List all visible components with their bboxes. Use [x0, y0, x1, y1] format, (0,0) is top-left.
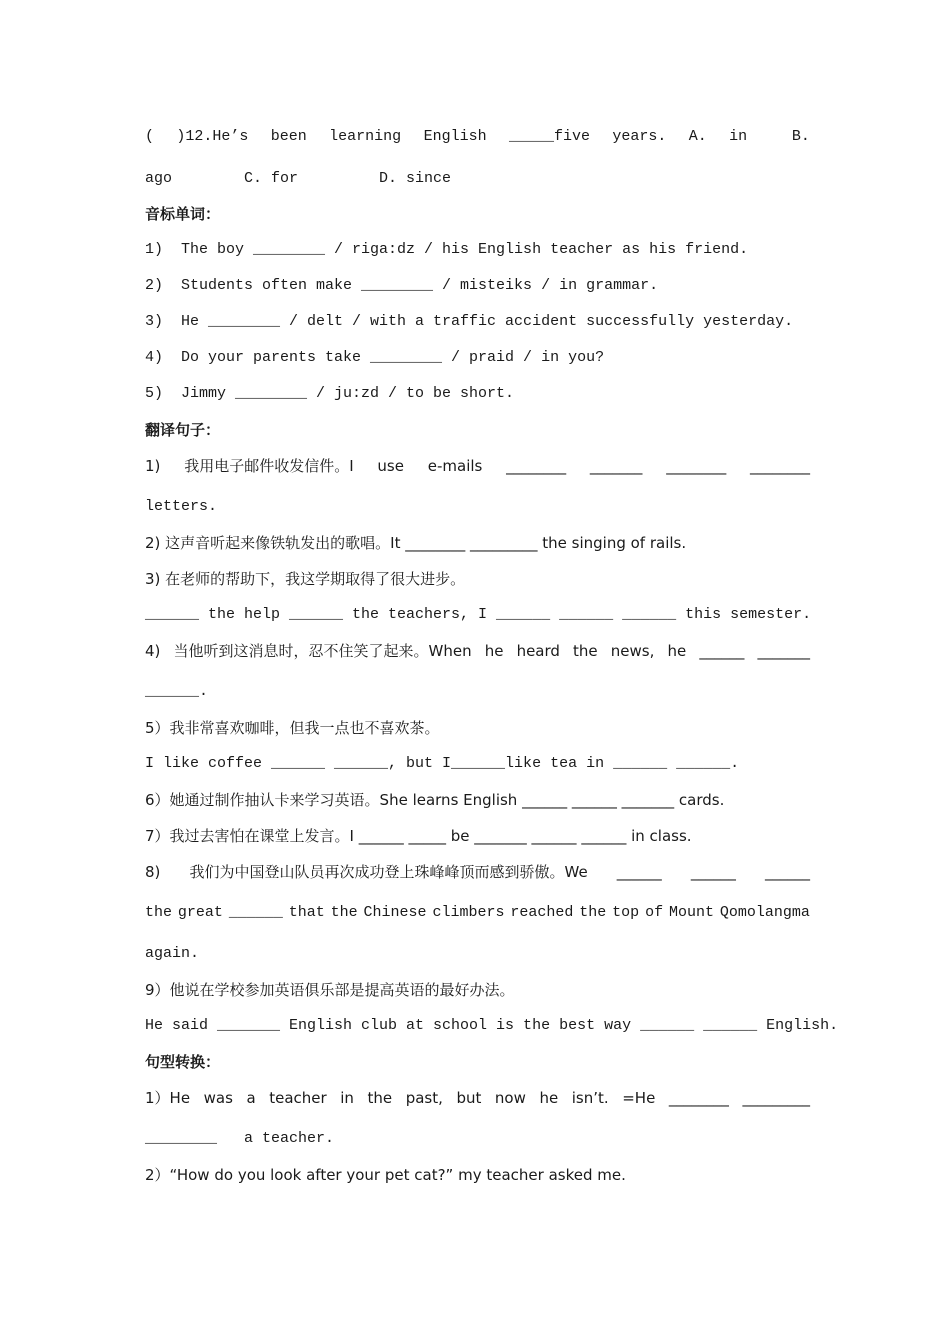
- word: Mount: [668, 904, 714, 921]
- word: he: [539, 1089, 559, 1107]
- word: past,: [405, 1089, 443, 1107]
- phonetic-item-3: 3) He ________ / delt / with a traffic accident successfully yesterday.: [145, 313, 794, 330]
- word: ______: [764, 863, 810, 881]
- word: 我用电子邮件收发信件。I: [184, 457, 354, 475]
- phonetic-item-5: 5) Jimmy ________ / ju:zd / to be short.: [145, 385, 515, 402]
- word: A.: [688, 128, 707, 145]
- word: 4): [145, 642, 161, 660]
- transform-item-1-line1: [145, 1088, 810, 1108]
- word: 我们为中国登山队员再次成功登上珠峰峰顶而感到骄傲。We: [189, 863, 588, 881]
- word: learning: [329, 128, 402, 145]
- translate-item-4-line2: ______.: [145, 683, 209, 700]
- word: climbers: [432, 904, 505, 921]
- word: ______: [228, 904, 283, 921]
- word: 8): [145, 863, 161, 881]
- word: ________: [749, 457, 810, 475]
- transform-item-2: 2）“How do you look after your pet cat?” my teacher asked me.: [145, 1166, 626, 1184]
- word: was: [203, 1089, 233, 1107]
- word: of: [645, 904, 664, 921]
- word: in: [340, 1089, 354, 1107]
- word: use: [377, 457, 404, 475]
- word: years.: [612, 128, 667, 145]
- word: _______: [757, 642, 810, 660]
- word: the: [145, 904, 173, 921]
- translate-item-7: 7）我过去害怕在课堂上发言。I ______ _____ be _______ ______ ______ in class.: [145, 827, 692, 845]
- translate-item-9-english: He said _______ English club at school is the best way ______ ______ English.: [145, 1017, 839, 1034]
- word: now: [494, 1089, 526, 1107]
- translate-item-1-line2: letters.: [145, 498, 218, 515]
- word: Qomolangma: [719, 904, 810, 921]
- word: _______: [589, 457, 643, 475]
- translate-item-2: 2) 这声音听起来像铁轨发出的歌唱。It ________ _________ the singing of rails.: [145, 534, 687, 552]
- translate-item-5-english: I like coffee ______ ______, but I______like tea in ______ ______.: [145, 755, 740, 772]
- translate-item-3-english: ______ the help ______ the teachers, I ______ ______ ______ this semester.: [145, 606, 812, 623]
- section-title-phonetic: 音标单词：: [145, 205, 221, 223]
- word: great: [177, 904, 223, 921]
- question-12-options: ago C. for D. since: [145, 170, 452, 187]
- word: _____five: [508, 128, 590, 145]
- word: B.: [791, 128, 810, 145]
- word: 1）He: [145, 1089, 191, 1107]
- word: English: [423, 128, 487, 145]
- word: in: [729, 128, 748, 145]
- transform-item-1-line2: ________ a teacher.: [145, 1130, 335, 1147]
- word: 当他听到这消息时，忍不住笑了起来。When: [173, 642, 472, 660]
- phonetic-item-2: 2) Students often make ________ / misteiks / in grammar.: [145, 277, 659, 294]
- translate-item-8-line3: again.: [145, 945, 200, 962]
- phonetic-item-4: 4) Do your parents take ________ / praid / in you?: [145, 349, 605, 366]
- word: ______: [616, 863, 662, 881]
- word: teacher: [269, 1089, 327, 1107]
- translate-item-9-chinese: 9）他说在学校参加英语俱乐部是提高英语的最好办法。: [145, 981, 515, 999]
- word: top: [612, 904, 640, 921]
- word: been: [270, 128, 307, 145]
- word: news,: [610, 642, 655, 660]
- word: )12.He’s: [176, 128, 249, 145]
- word: 1): [145, 457, 161, 475]
- word: ______: [699, 642, 745, 660]
- word: the: [367, 1089, 393, 1107]
- translate-item-8-line1: [145, 862, 810, 882]
- translate-item-1-line1: [145, 456, 810, 476]
- word: he: [667, 642, 687, 660]
- translate-item-8-line2: [145, 903, 810, 923]
- word: the: [579, 904, 607, 921]
- word: reached: [510, 904, 574, 921]
- word: the: [573, 642, 598, 660]
- translate-item-4-line1: [145, 641, 810, 661]
- word: heard: [516, 642, 560, 660]
- word: a: [246, 1089, 256, 1107]
- word: ______: [690, 863, 736, 881]
- section-title-translate: 翻译句子：: [145, 421, 221, 439]
- translate-item-6: 6）她通过制作抽认卡来学习英语。She learns English ______ ______ _______ cards.: [145, 791, 725, 809]
- phonetic-item-1: 1) The boy ________ / riga:dz / his English teacher as his friend.: [145, 241, 749, 258]
- word: he: [484, 642, 504, 660]
- word: ________: [668, 1089, 729, 1107]
- word: Chinese: [363, 904, 427, 921]
- word: but: [456, 1089, 482, 1107]
- word: isn’t.: [571, 1089, 609, 1107]
- translate-item-3-chinese: 3) 在老师的帮助下，我这学期取得了很大进步。: [145, 570, 466, 588]
- word: the: [330, 904, 358, 921]
- word: ________: [506, 457, 567, 475]
- word: that: [288, 904, 325, 921]
- section-title-transform: 句型转换：: [145, 1053, 221, 1071]
- word: e-mails: [427, 457, 483, 475]
- word: (: [145, 128, 155, 145]
- translate-item-5-chinese: 5）我非常喜欢咖啡，但我一点也不喜欢茶。: [145, 719, 440, 737]
- word: =He: [622, 1089, 656, 1107]
- word: ________: [666, 457, 727, 475]
- question-12-line1: [145, 127, 810, 147]
- word: _________: [742, 1089, 810, 1107]
